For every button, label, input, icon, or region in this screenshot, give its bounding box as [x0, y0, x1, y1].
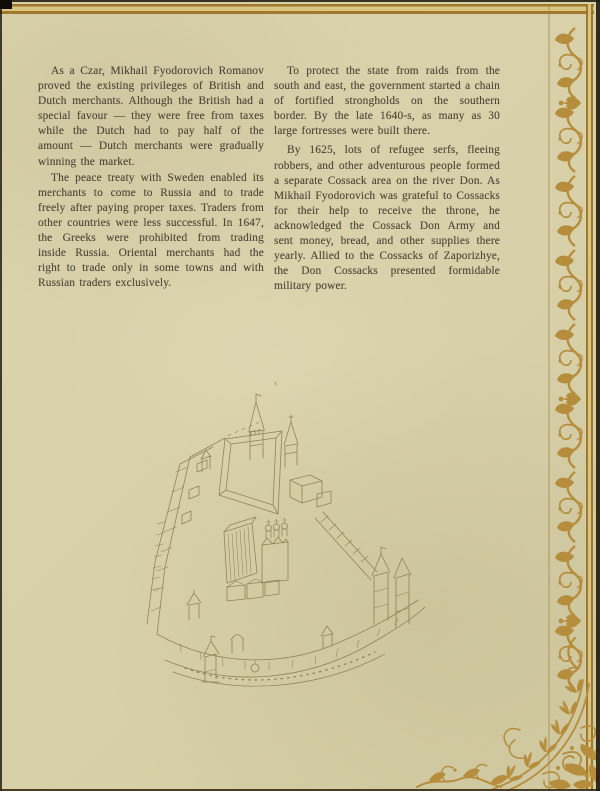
- gold-rule-top: [0, 4, 594, 14]
- paragraph: As a Czar, Mikhail Fyodorovich Romanov proved the existing privileges of British and Dutch merchants. Although the British had a special favour — they were free from taxes while the Dutch had to pay half of the amount — Dutch merchants were gradually winning the market.: [38, 65, 264, 168]
- scan-edge-left: [0, 0, 2, 791]
- paragraph: The peace treaty with Sweden enabled its merchants to come to Russia and to trade freely after paying proper taxes. Traders from other countries were less successful. In 1647, the Greeks were prohibited from trading inside Russia. Oriental merchants had the right to trade only in some towns and with Russian traders exclusively.: [38, 171, 264, 290]
- text-column-left: [38, 64, 264, 294]
- paragraph: To protect the state from raids from the south and east, the government started a chain of fortified strongholds on the southern border. By the late 1640-s, as many as 30 large fortresses were built there.: [274, 65, 500, 138]
- scan-edge-top: [0, 0, 600, 2]
- text-columns: [38, 64, 500, 294]
- paragraph: By 1625, lots of refugee serfs, fleeing robbers, and other adventurous people formed a separate Cossack area on the river Don. As Mikhail Fyodorovich was grateful to Cossacks for their help to receive the throne, he acknowledged the Cossack Don Army and sent money, bread, and other supplies there yearly. Allied to the Cossacks of Zaporizhye, the Don Cossacks presented formidable military power.: [274, 144, 500, 293]
- text-column-right: [274, 64, 500, 294]
- scan-edge-right: [596, 0, 600, 791]
- kremlin-illustration: [85, 372, 430, 707]
- ornament-corner-flourish: [415, 636, 600, 791]
- scan-corner-patch: [0, 0, 12, 9]
